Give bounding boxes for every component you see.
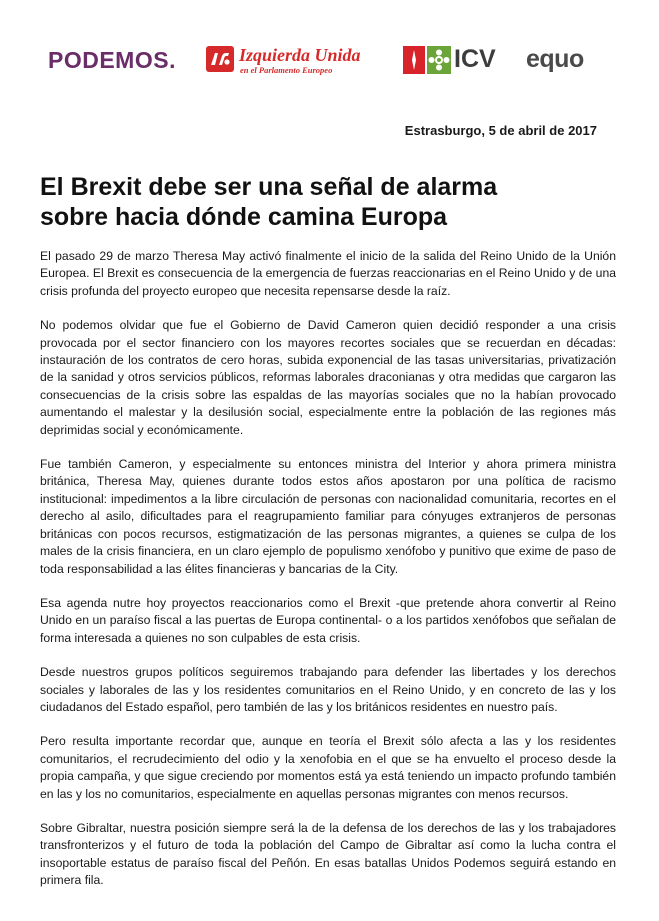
- iu-subtitle: en el Parlamento Europeo: [240, 65, 333, 75]
- icv-flower-icon: [403, 46, 451, 74]
- paragraph: Desde nuestros grupos políticos seguiremos trabajando para defender las libertades y los derechos sociales y laborales de las y los residentes comunitarios en el Reino Unido, y en concreto de las y los ciudadanos del Estado español, pero también de las y los británicos residentes en nuestro país.: [40, 665, 616, 714]
- paragraph: Esa agenda nutre hoy proyectos reaccionarios como el Brexit -que pretende ahora convertir al Reino Unido en un paraíso fiscal a las puertas de Europa continental- o a los partidos xenófobos que señalan de forma interesada a quienes no son culpables de esta crisis.: [40, 595, 616, 645]
- press-release-body: [40, 248, 616, 907]
- iu-name: Izquierda Unida: [239, 45, 361, 65]
- podemos-logo: PODEMOS.: [48, 47, 176, 73]
- dateline: Estrasburgo, 5 de abril de 2017: [404, 123, 597, 138]
- paragraph: El pasado 29 de marzo Theresa May activó finalmente el inicio de la salida del Reino Unido de la Unión Europea. El Brexit es consecuencia de la emergencia de fuerzas reaccionarias en el Reino Unido y de una crisis profunda del proyecto europeo que necesita repensarse desde la raíz.: [40, 249, 616, 298]
- icv-logo: [403, 44, 503, 78]
- paragraph: Fue también Cameron, y especialmente su entonces ministra del Interior y ahora primera ministra británica, Theresa May, quienes durante todos estos años apostaron por una política de racismo institucional: impedimentos a la libre circulación de personas con nacionalidad comunitaria, recortes en el derecho al asilo, dificultades para el reagrupamiento familiar para cónyuges extranjeros de personas británicas con pocos recursos, estigmatización de las personas migrantes, a quienes se culpa de los males de la crisis financiera, en un claro ejemplo de populismo xenófobo y punitivo que exime de paso de toda responsabilidad a las élites financieras y bancarias de la City.: [40, 457, 616, 576]
- title-line-2: sobre hacia dónde camina Europa: [40, 203, 448, 231]
- icv-name: ICV: [454, 45, 496, 73]
- logo-bar: [48, 44, 608, 84]
- equo-logo: equo: [526, 45, 584, 73]
- title-line-1: El Brexit debe ser una señal de alarma: [40, 173, 498, 201]
- paragraph: Pero resulta importante recordar que, aunque en teoría el Brexit sólo afecta a las y los residentes comunitarios, el recrudecimiento del odio y la xenofobia en el que se ha envuelto el proceso desde la propia campaña, y que sigue creciendo por momentos está ya está teniendo un impacto profundo también en las y los no comunitarios, especialmente en aquellas personas migrantes con menos recursos.: [40, 734, 616, 801]
- izquierda-unida-logo: [206, 44, 388, 78]
- press-release-title: [40, 172, 600, 232]
- paragraph: No podemos olvidar que fue el Gobierno de David Cameron quien decidió responder a una crisis provocada por el sector financiero con los mayores recortes sociales que se recuerdan en décadas: instauración de los contratos de cero horas, subida exponencial de las tasas universitarias, privatización de la sanidad y otros servicios públicos, reformas laborales draconianas y otra medidas que cargaron las consecuencias de la crisis sobre las espaldas de las mayorías sociales que no la habían provocado aumentando el malestar y la desilusión social, especialmente entre la población de las regiones más deprimidas social y económicamente.: [40, 318, 616, 437]
- iu-star-icon: [206, 46, 234, 72]
- paragraph: Sobre Gibraltar, nuestra posición siempre será la de la defensa de los derechos de las y los trabajadores transfronterizos y el futuro de toda la población del Campo de Gibraltar así como la lucha contra el insoportable estatus de paraíso fiscal del Peñón. En esas batallas Unidos Podemos seguirá estando en primera fila.: [40, 820, 616, 888]
